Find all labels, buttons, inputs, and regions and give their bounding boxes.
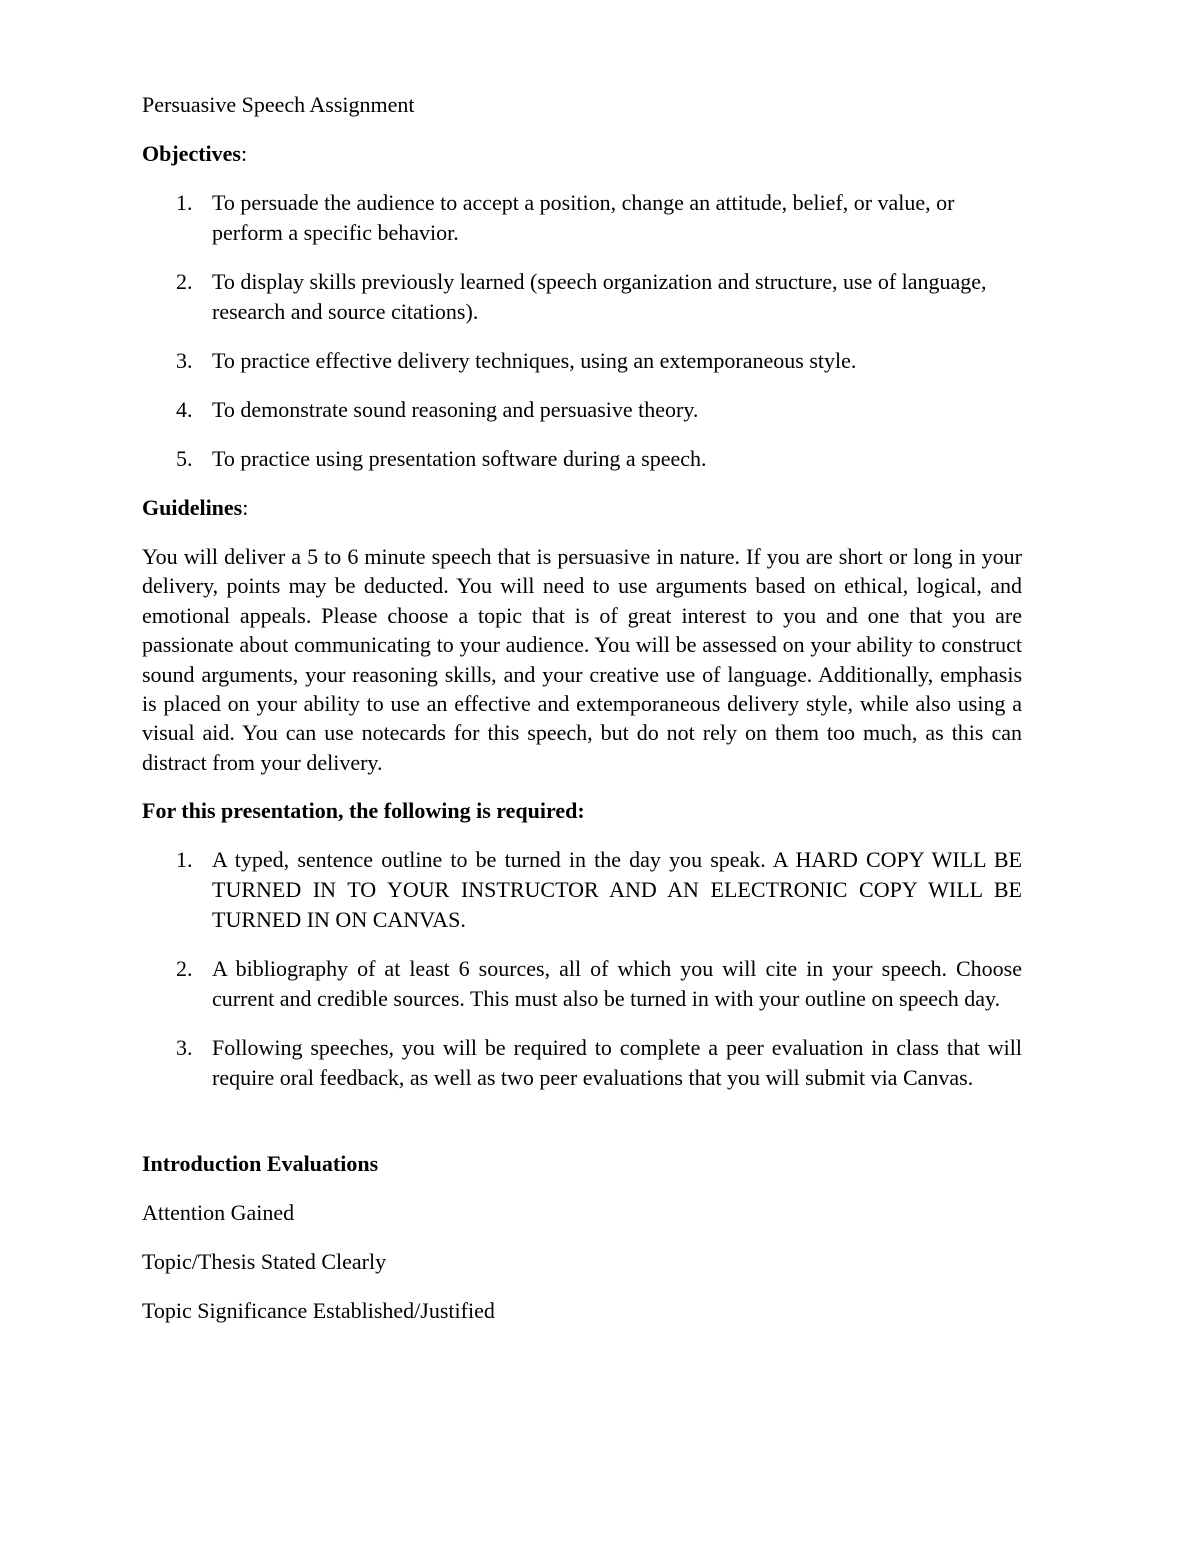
objectives-heading — [142, 139, 1022, 169]
list-item — [142, 444, 1022, 474]
list-item-number: 4. — [176, 397, 193, 422]
requirements-list — [142, 845, 1022, 1093]
intro-eval-item-thesis: Topic/Thesis Stated Clearly — [142, 1249, 387, 1275]
required-heading — [142, 796, 1022, 826]
list-item-text: A bibliography of at least 6 sources, all of which you will cite in your speech. Choose current and credible sources. This must also be turned in with your outline on speech day. — [212, 956, 1022, 1012]
document-title: Persuasive Speech Assignment — [142, 92, 415, 117]
list-item — [142, 954, 1022, 1014]
objectives-heading-colon: : — [240, 141, 248, 166]
list-item — [142, 845, 1022, 935]
list-item-text: To persuade the audience to accept a position, change an attitude, belief, or value, or perform a specific behavior. — [212, 190, 955, 245]
list-item-text: To practice using presentation software during a speech. — [212, 446, 707, 471]
section-spacer — [142, 1112, 1022, 1149]
list-item-text: To demonstrate sound reasoning and persuasive theory. — [212, 397, 699, 422]
document-page — [142, 90, 1022, 1345]
guidelines-heading — [142, 493, 1022, 523]
list-item-number: 2. — [176, 956, 193, 982]
list-item-text: Following speeches, you will be required to complete a peer evaluation in class that will require oral feedback, as well as two peer evaluations that you will submit via Canvas. — [212, 1035, 1022, 1091]
objectives-heading-label: Objectives — [142, 141, 241, 166]
intro-eval-heading — [142, 1149, 1022, 1179]
list-item-text: To practice effective delivery techniques, using an extemporaneous style. — [212, 348, 857, 373]
list-item-text: A typed, sentence outline to be turned in the day you speak. A HARD COPY WILL BE TURNED IN TO YOUR INSTRUCTOR AND AN ELECTRONIC COPY WILL BE TURNED IN ON CANVAS. — [212, 847, 1022, 933]
list-item — [142, 188, 1022, 248]
guidelines-body: You will deliver a 5 to 6 minute speech that is persuasive in nature. If you are short or long in your delivery, points may be deducted. You will need to use arguments based on ethical, logical, and emotional appeals. Please choose a topic that is of great interest to you and one that you are passionate about communicating to your audience. You will be assessed on your ability to construct sound arguments, your reasoning skills, and your creative use of language. Additionally, emphasis is placed on your ability to use an effective and extemporaneous delivery style, while also using a visual aid. You can use notecards for this speech, but do not rely on them too much, as this can distract from your delivery. — [142, 544, 1022, 775]
list-item-number: 5. — [176, 446, 193, 471]
list-item-number: 1. — [176, 190, 193, 215]
intro-eval-heading-label: Introduction Evaluations — [142, 1151, 379, 1177]
list-item-number: 1. — [176, 847, 193, 873]
list-item — [142, 346, 1022, 376]
objectives-list — [142, 188, 1022, 474]
list-item — [142, 395, 1022, 425]
required-heading-label: For this presentation, the following is required: — [142, 798, 585, 824]
intro-eval-item-significance: Topic Significance Established/Justified — [142, 1298, 495, 1324]
list-item-number: 3. — [176, 348, 193, 373]
list-item — [142, 267, 1022, 327]
guidelines-heading-label: Guidelines — [142, 495, 243, 520]
intro-eval-item-attention: Attention Gained — [142, 1200, 295, 1226]
guidelines-heading-colon: : — [242, 495, 249, 520]
list-item-number: 2. — [176, 269, 193, 294]
list-item-number: 3. — [176, 1035, 193, 1061]
list-item — [142, 1033, 1022, 1093]
list-item-text: To display skills previously learned (speech organization and structure, use of language, research and source citations). — [212, 269, 987, 324]
